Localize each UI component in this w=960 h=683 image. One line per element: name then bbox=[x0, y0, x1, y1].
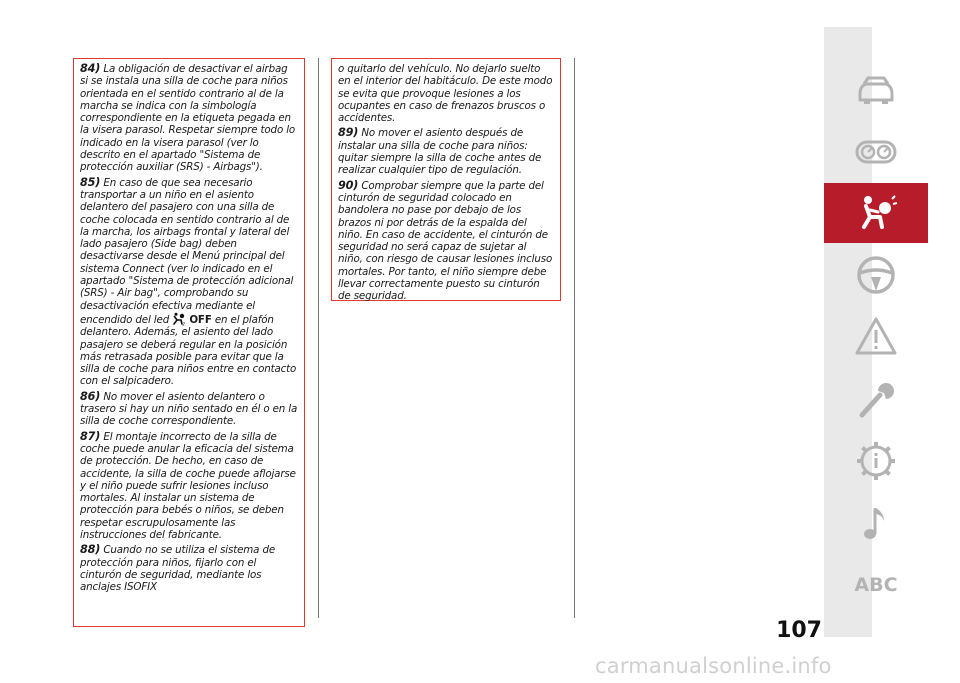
warning-box-right bbox=[331, 58, 561, 301]
note-86 bbox=[80, 391, 298, 428]
note-number: 87) bbox=[80, 429, 101, 443]
note-text: Cuando no se utiliza el sistema de protección para niños, fijarlo con el cinturón de seguridad, mediante los anclajes ISOFIX bbox=[80, 544, 276, 594]
note-84 bbox=[80, 63, 298, 174]
footer-watermark: carmanualsonline.info bbox=[595, 654, 832, 678]
note-number: 90) bbox=[338, 178, 359, 192]
dashboard-gauges-icon bbox=[854, 130, 898, 174]
tab-car[interactable] bbox=[824, 60, 928, 120]
off-label: OFF bbox=[189, 313, 212, 326]
note-text: o quitarlo del vehículo. No dejarlo suelto en el interior del habitáculo. De este modo se evita que provoque lesiones a los ocupantes en caso de frenazos bruscos o accidentes. bbox=[338, 63, 553, 125]
tab-maintenance[interactable] bbox=[824, 369, 928, 429]
note-number: 85) bbox=[80, 175, 101, 189]
tab-safety[interactable] bbox=[824, 183, 928, 243]
note-text: No mover el asiento después de instalar una silla de coche para niños: quitar siempre la silla de coche antes de realizar cualquier tipo de regulación. bbox=[338, 127, 542, 177]
note-85 bbox=[80, 177, 298, 388]
airbag-off-led-icon bbox=[172, 312, 186, 326]
note-88-continued bbox=[338, 63, 554, 124]
tab-driving[interactable] bbox=[824, 245, 928, 305]
note-number: 84) bbox=[80, 62, 101, 75]
note-text: Comprobar siempre que la parte del cinturón de seguridad colocado en bandolera no pase por debajo de los brazos ni por detrás de la espalda del niño. En caso de accidente, el cinturón de seguridad no será capaz de sujetar al niño, con riesgo de causar lesiones incluso mortales. Por tanto, el niño siempre debe llevar correctamente puesto su cinturón de seguridad. bbox=[338, 179, 553, 303]
tab-dashboard[interactable] bbox=[824, 122, 928, 182]
column-divider-right bbox=[574, 58, 575, 618]
note-text: El montaje incorrecto de la silla de coche puede anular la eficacia del sistema de protección. De hecho, en caso de accidente, la silla de coche puede aflojarse y el niño puede sufrir lesiones incluso mortales. Al instalar un sistema de protección para bebés o niños, se deben respetar escrupulosamente las instrucciones del fabricante. bbox=[80, 430, 296, 541]
warning-box-left bbox=[73, 58, 305, 627]
note-text: No mover el asiento delantero o trasero si hay un niño sentado en él o en la silla de coche correspondiente. bbox=[80, 390, 298, 428]
steering-wheel-icon bbox=[854, 253, 898, 297]
wrench-icon bbox=[854, 377, 898, 421]
svg-text:2: 2 bbox=[182, 321, 186, 326]
note-number: 88) bbox=[80, 543, 101, 557]
note-87 bbox=[80, 431, 298, 542]
note-text: En caso de que sea necesario transportar a un niño en el asiento delantero del pasajero con una silla de coche colocada en sentido contrario al de la marcha, los airbags frontal y lateral del lado pasajero (Side bag) deben desactivarse desde el Menú principal del sistema Connect (ver lo indicado en el apartado "Sistema de protección adicional (SRS) - Air bag", comprobando su desactivación efectiva mediante el encendido del led bbox=[80, 176, 294, 326]
tab-technical-data[interactable] bbox=[824, 431, 928, 491]
note-text: La obligación de desactivar el airbag si se instala una silla de coche para niños orientada en el sentido contrario al de la marcha se indica con la simbología correspondiente en la etiqueta pegada en la visera parasol. Respetar siempre todo lo indicado en la visera parasol (ver lo descrito en el apartado "Sistema de protección auxiliar (SRS) - Airbags"). bbox=[80, 63, 296, 174]
note-88 bbox=[80, 544, 298, 593]
tab-index[interactable]: ABC bbox=[854, 574, 898, 596]
page-number: 107 bbox=[776, 618, 822, 643]
tab-emergency[interactable] bbox=[824, 307, 928, 367]
note-text-continued: en el plafón delantero. Además, el asiento del lado pasajero se deberá regular en la posición más retrasada posible para evitar que la silla de coche para niños entre en contacto con el salpicadero. bbox=[80, 313, 297, 388]
note-89 bbox=[338, 127, 554, 176]
warning-triangle-icon bbox=[854, 315, 898, 359]
column-divider-left bbox=[318, 58, 319, 618]
note-number: 89) bbox=[338, 126, 359, 140]
note-number: 86) bbox=[80, 389, 101, 403]
car-icon bbox=[854, 68, 898, 112]
info-gear-icon bbox=[854, 439, 898, 483]
music-note-icon bbox=[854, 501, 898, 545]
note-90 bbox=[338, 180, 554, 303]
tab-multimedia[interactable] bbox=[824, 493, 928, 553]
airbag-seated-person-icon bbox=[854, 191, 898, 235]
